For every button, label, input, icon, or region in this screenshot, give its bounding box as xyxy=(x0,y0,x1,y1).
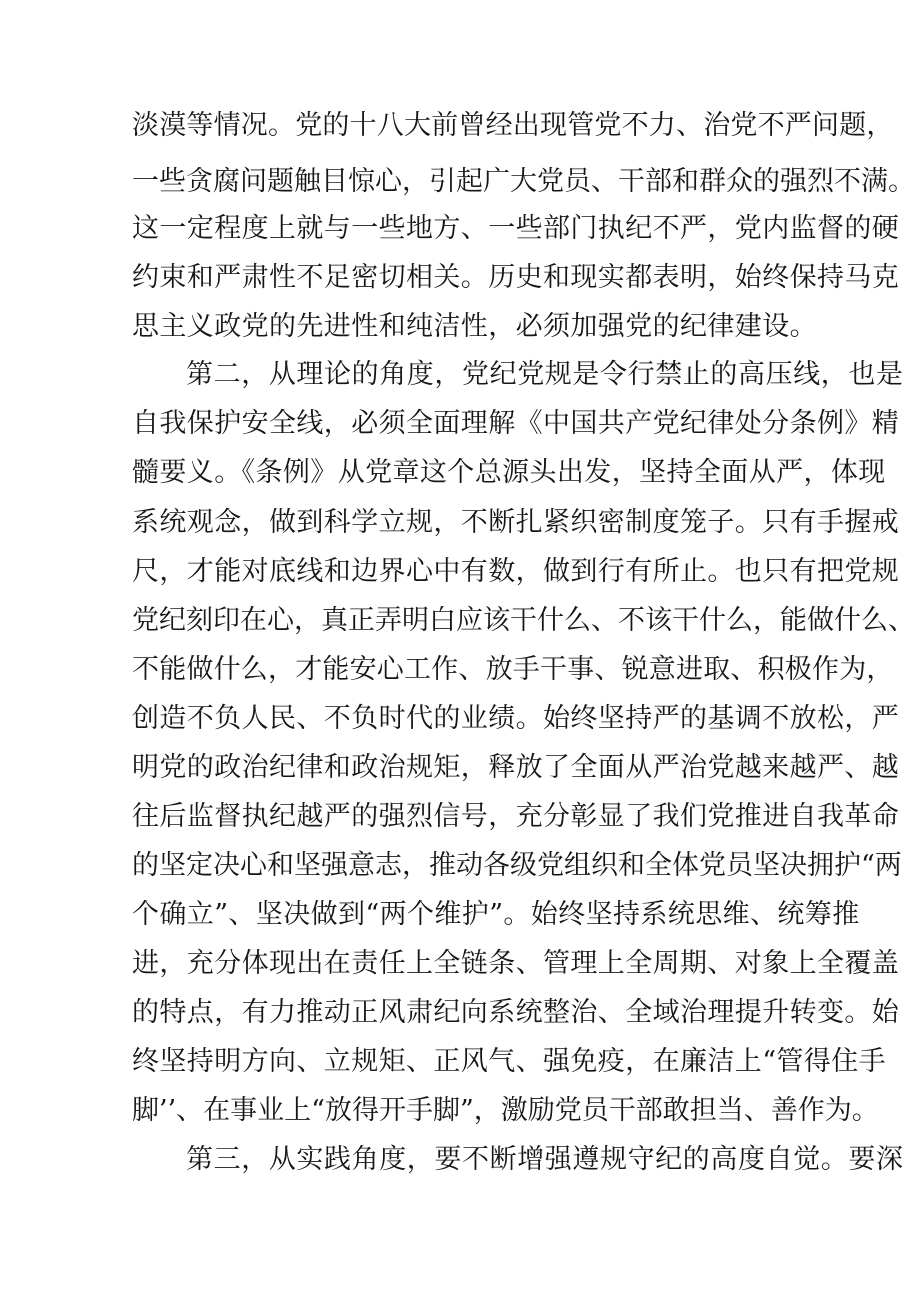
text-line-1: 淡漠等情况。党的十八大前曾经出现管党不力、治党不严问题， xyxy=(132,110,894,141)
text-line-11: 党纪刻印在心，真正弄明白应该干什么、不该干什么，能做什么、 xyxy=(132,605,915,636)
text-line-5: 思主义政党的先进性和纯洁性，必须加强党的纪律建设。 xyxy=(132,311,817,342)
text-line-15: 往后监督执纪越严的强烈信号，充分彰显了我们党推进自我革命 xyxy=(132,801,900,832)
text-line-13: 创造不负人民、不负时代的业绩。始终坚持严的基调不放松，严 xyxy=(132,703,900,734)
paragraph-3-first-line: 第三，从实践角度，要不断增强遵规守纪的高度自觉。要深 xyxy=(186,1144,904,1175)
text-line-19: 的特点，有力推动正风肃纪向系统整治、全域治理提升转变。始 xyxy=(132,997,900,1028)
text-line-7: 自我保护安全线，必须全面理解《中国共产党纪律处分条例》精 xyxy=(132,408,900,439)
text-line-8: 髓要义。《条例》从党章这个总源头出发，坚持全面从严，体现 xyxy=(132,457,886,488)
text-line-20: 终坚持明方向、立规矩、正风气、强免疫，在廉洁上“管得住手 xyxy=(132,1046,887,1077)
text-line-9: 系统观念，做到科学立规，不断扎紧织密制度笼子。只有手握戒 xyxy=(132,507,900,538)
text-line-18: 进，充分体现出在责任上全链条、管理上全周期、对象上全覆盖 xyxy=(132,948,900,979)
paragraph-2-first-line: 第二，从理论的角度，党纪党规是令行禁止的高压线，也是 xyxy=(186,359,904,390)
text-line-16: 的坚定决心和坚强意志，推动各级党组织和全体党员坚决拥护“两 xyxy=(132,850,902,881)
text-line-21: 脚’’、在事业上“放得开手脚”，激励党员干部敢担当、善作为。 xyxy=(132,1095,879,1126)
text-line-2: 一些贪腐问题触目惊心，引起广大党员、干部和群众的强烈不满。 xyxy=(132,166,915,197)
text-line-12: 不能做什么，才能安心工作、放手干事、锐意进取、积极作为， xyxy=(132,654,894,685)
text-line-10: 尺，才能对底线和边界心中有数，做到行有所止。也只有把党规 xyxy=(132,556,900,587)
text-line-3: 这一定程度上就与一些地方、一些部门执纪不严，党内监督的硬 xyxy=(132,213,900,244)
text-line-17: 个确立”、坚决做到“两个维护”。始终坚持系统思维、统筹推 xyxy=(132,899,860,930)
text-line-4: 约束和严肃性不足密切相关。历史和现实都表明，始终保持马克 xyxy=(132,262,900,293)
text-line-14: 明党的政治纪律和政治规矩，释放了全面从严治党越来越严、越 xyxy=(132,752,900,783)
